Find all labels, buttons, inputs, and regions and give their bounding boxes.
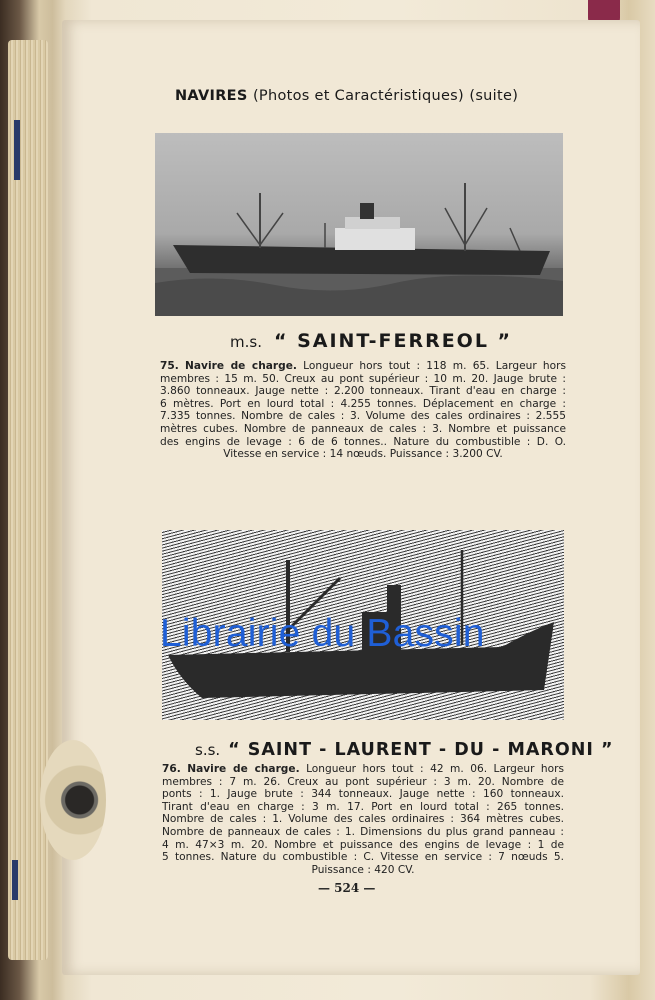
heading-suite: (suite): [469, 88, 519, 104]
ship-caption-1: [230, 330, 512, 352]
page-number: — 524 —: [318, 881, 376, 895]
spine-mark-lower: [12, 860, 18, 900]
heading-paren: (Photos et Caractéristiques): [252, 88, 464, 104]
ship-description-76: [162, 763, 564, 876]
ship-name: “ SAINT-FERREOL ”: [273, 330, 513, 352]
desc-line: Longueur hors tout : 42 m. 06. Largeur hors: [299, 763, 564, 775]
desc-line: des engins de levage : 6 de 6 tonnes.. Nature du combustible : D. O.: [160, 435, 566, 448]
desc-line: 5 tonnes. Nature du combustible : C. Vitesse en service : 7 nœuds 5.: [162, 851, 564, 864]
desc-line: Puissance : 420 CV.: [311, 863, 415, 876]
desc-line: Tirant d'eau en charge : 3 m. 17. Port en lourd total : 265 tonnes.: [162, 800, 564, 813]
entry-number: 76.: [162, 763, 181, 775]
desc-line: 4 m. 47×3 m. 20. Nombre et puissance des engins de levage : 1 de: [162, 838, 564, 851]
ship-photo-saint-ferreol: [155, 133, 563, 316]
heading-main: NAVIRES: [175, 88, 248, 104]
entry-number: 75.: [160, 360, 179, 372]
desc-line: Nombre de cales : 1. Volume des cales ordinaires : 364 mètres cubes.: [162, 813, 564, 826]
page-curl: [40, 740, 106, 860]
watermark: Librairie du Bassin: [160, 612, 485, 655]
ship-name: “ SAINT - LAURENT - DU - MARONI ”: [228, 740, 614, 760]
desc-line: Vitesse en service : 14 nœuds. Puissance : 3.200 CV.: [223, 448, 503, 461]
spine-mark: [14, 120, 20, 180]
entry-type: Navire de charge.: [187, 763, 300, 775]
ship-description-75: [160, 360, 566, 461]
desc-line: Longueur hors tout : 118 m. 65. Largeur hors: [296, 360, 567, 372]
desc-line: membres : 7 m. 26. Creux au pont supérieur : 3 m. 20. Nombre de: [162, 775, 564, 788]
desc-line: mètres cubes. Nombre de panneaux de cales : 3. Nombre et puissance: [160, 422, 566, 435]
ship-illustration: [155, 133, 563, 316]
ship-prefix: m.s.: [230, 333, 262, 351]
desc-line: Nombre de panneaux de cales : 1. Dimensions du plus grand panneau :: [162, 825, 564, 838]
entry-type: Navire de charge.: [185, 360, 297, 372]
desc-line: 3.860 tonneaux. Jauge nette : 2.200 tonneaux. Tirant d'eau en charge :: [160, 385, 566, 398]
desc-line: membres : 15 m. 50. Creux au pont supérieur : 10 m. 20. Jauge brute :: [160, 372, 566, 385]
desc-line: 7.335 tonnes. Nombre de cales : 3. Volume des cales ordinaires : 2.555: [160, 410, 566, 423]
desc-line: ponts : 1. Jauge brute : 344 tonneaux. Jauge nette : 160 tonneaux.: [162, 788, 564, 801]
page-heading: [175, 88, 518, 104]
ship-caption-2: [195, 740, 614, 760]
desc-line: 6 mètres. Port en lourd total : 4.255 tonnes. Déplacement en charge :: [160, 397, 566, 410]
ship-prefix: s.s.: [195, 741, 221, 759]
